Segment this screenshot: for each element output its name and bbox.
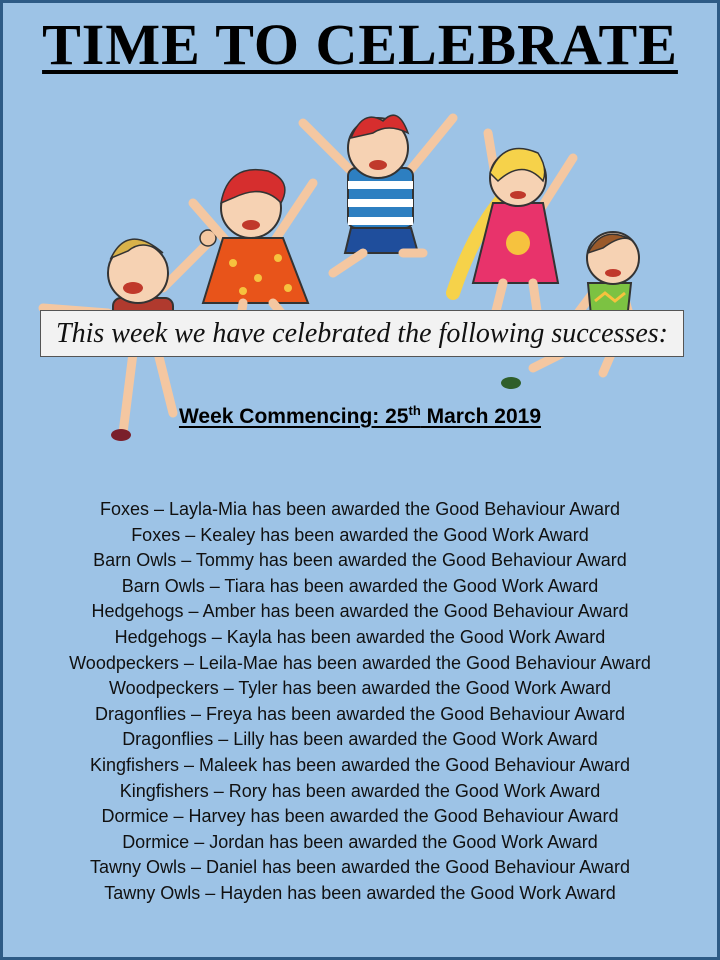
jumping-children-illustration	[33, 103, 673, 448]
award-item: Dormice – Jordan has been awarded the Good Work Award	[122, 831, 598, 852]
award-item: Foxes – Layla-Mia has been awarded the Good Behaviour Award	[100, 499, 620, 519]
page-title	[3, 11, 717, 79]
award-item: Hedgehogs – Amber has been awarded the Good Behaviour Award	[91, 601, 629, 622]
award-item: Woodpeckers – Tyler has been awarded the Good Work Award	[109, 678, 611, 699]
page-title-text: TIME TO CELEBRATE	[42, 12, 678, 77]
child-4	[453, 133, 573, 323]
award-item: Dragonflies – Freya has been awarded the Good Behaviour Award	[95, 703, 625, 724]
week-ordinal-suffix: th	[408, 403, 421, 418]
week-prefix: Week Commencing: 25	[178, 405, 409, 428]
award-item: Tawny Owls – Daniel has been awarded the Good Behaviour Award	[90, 857, 630, 878]
award-item: Barn Owls – Tommy has been awarded the Good Behaviour Award	[93, 550, 627, 571]
award-item: Kingfishers – Rory has been awarded the Good Work Award	[119, 780, 601, 801]
week-commencing	[3, 405, 717, 429]
successes-banner: This week we have celebrated the following successes:	[40, 310, 684, 357]
awards-list	[3, 497, 717, 907]
award-item: Foxes – Kealey has been awarded the Good Work Award	[131, 524, 589, 545]
award-item: Hedgehogs – Kayla has been awarded the Good Work Award	[114, 626, 606, 647]
child-3	[303, 115, 453, 273]
week-rest: March 2019	[420, 405, 542, 428]
award-item: Kingfishers – Maleek has been awarded the Good Behaviour Award	[89, 754, 630, 775]
award-item: Tawny Owls – Hayden has been awarded the Good Work Award	[104, 882, 616, 903]
award-item: Dragonflies – Lilly has been awarded the Good Work Award	[122, 729, 598, 750]
award-item: Woodpeckers – Leila-Mae has been awarded the Good Behaviour Award	[69, 652, 651, 673]
award-item: Barn Owls – Tiara has been awarded the Good Work Award	[121, 575, 599, 596]
award-item: Dormice – Harvey has been awarded the Good Behaviour Award	[101, 806, 619, 827]
